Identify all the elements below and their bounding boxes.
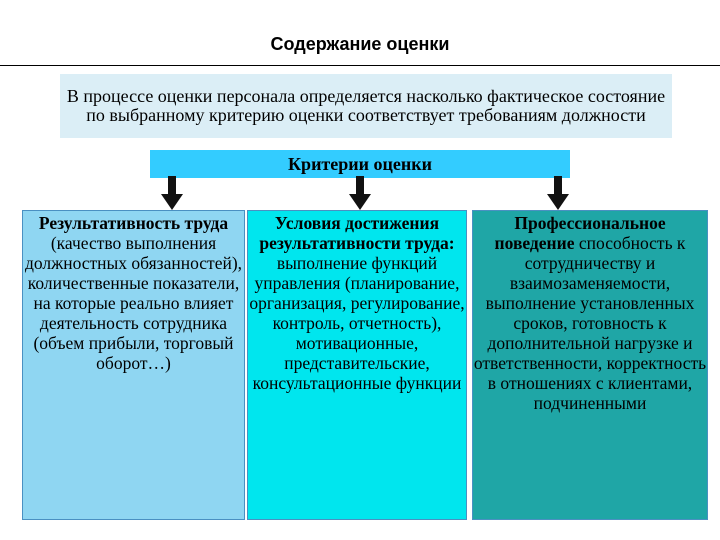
criterion-box-behavior bbox=[472, 210, 708, 520]
criterion-heading: Профессиональное поведение bbox=[494, 213, 666, 253]
arrow-down-icon bbox=[161, 176, 183, 210]
criteria-header bbox=[150, 150, 570, 178]
arrow-down-icon bbox=[349, 176, 371, 210]
criterion-box-conditions bbox=[247, 210, 467, 520]
arrow-down-icon bbox=[547, 176, 569, 210]
criterion-text: (качество выполнения должностных обязанностей), количественные показатели, на которые реально влияет деятельность сотрудника (объем прибыли, торговый оборот…) bbox=[24, 233, 243, 373]
criterion-text: способность к сотрудничеству и взаимозаменяемости, выполнение установленных сроков, готовность к дополнительной нагрузке и ответственности, корректность в отношениях с клиентами, подчиненными bbox=[473, 233, 707, 413]
criteria-label: Критерии оценки bbox=[288, 153, 432, 174]
intro-text: В процессе оценки персонала определяется насколько фактическое состояние по выбранному критерию оценки соответствует требованиям должности bbox=[66, 86, 666, 125]
criterion-box-performance bbox=[22, 210, 245, 520]
page-title: Содержание оценки bbox=[270, 34, 450, 54]
criterion-heading: Условия достижения результативности труда: bbox=[259, 213, 455, 253]
criterion-heading: Результативность труда bbox=[38, 213, 229, 233]
title-divider bbox=[0, 65, 720, 66]
intro-box bbox=[60, 74, 672, 138]
criterion-text: выполнение функций управления (планирование, организация, регулирование, контроль, отчетность), мотивационные, представительские, консультационные функции bbox=[249, 253, 465, 393]
